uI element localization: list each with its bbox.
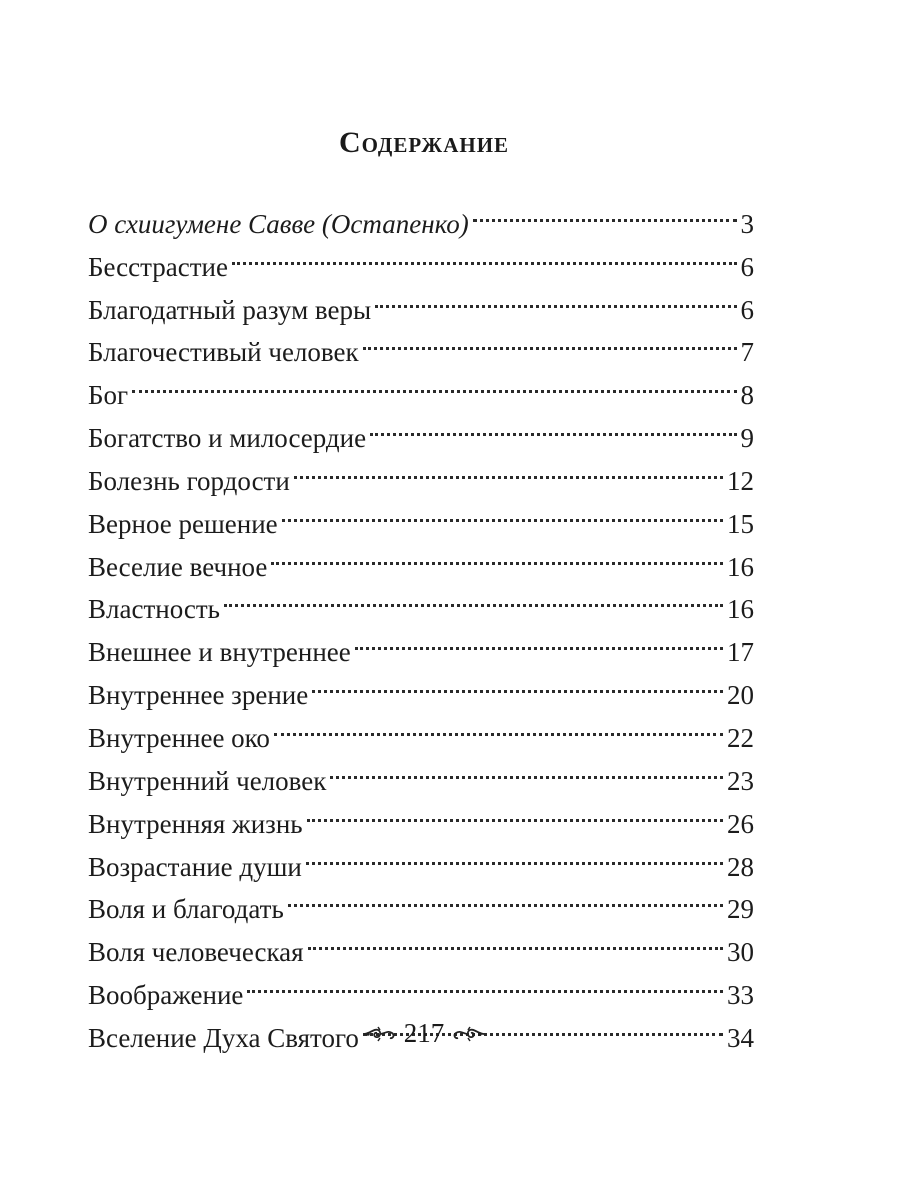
dot-leader (280, 490, 725, 533)
toc-entry-title: Воображение (88, 980, 244, 1011)
page-number: 217 (403, 1018, 445, 1048)
toc-entry-title: Благочестивый человек (88, 337, 359, 368)
toc-entry-page-number: 9 (740, 423, 754, 454)
toc-entry-page-number: 17 (727, 637, 754, 668)
toc-entry-page-number: 33 (727, 980, 754, 1011)
toc-entry (88, 190, 754, 239)
toc-entry-title: Воля человеческая (88, 937, 304, 968)
toc-entry-title: Воля и благодать (88, 894, 284, 925)
toc-entry-page-number: 6 (740, 251, 754, 282)
dot-leader (245, 961, 725, 1004)
toc-entry-page-number: 34 (727, 1022, 754, 1053)
page-title: Содержание (338, 126, 510, 159)
flourish-right-icon (452, 1024, 486, 1044)
toc-entry-title: Вселение Духа Святого (88, 1022, 359, 1053)
toc-entry-page-number: 22 (727, 722, 754, 753)
toc-entry-page-number: 15 (727, 508, 754, 539)
dot-leader (272, 704, 725, 747)
dot-leader (269, 533, 725, 576)
toc-entry-title: Возрастание души (88, 851, 302, 882)
dot-leader (373, 276, 738, 319)
toc-entry (88, 361, 754, 411)
dot-leader (230, 233, 739, 276)
toc-entry (88, 404, 754, 454)
toc-entry-title: Богатство и милосердие (88, 423, 367, 454)
dot-leader (292, 447, 725, 490)
table-of-contents (88, 190, 754, 1053)
dot-leader (305, 790, 725, 833)
dot-leader (130, 361, 738, 404)
page-footer (0, 1018, 848, 1049)
toc-entry-title: Благодатный разум веры (88, 294, 372, 325)
toc-entry-page-number: 26 (727, 808, 754, 839)
toc-entry-title: Внутренний человек (88, 765, 327, 796)
toc-entry-title: Веселие вечное (88, 551, 268, 582)
toc-entry-page-number: 12 (727, 465, 754, 496)
toc-entry-page-number: 30 (727, 937, 754, 968)
dot-leader (471, 190, 739, 233)
toc-entry-page-number: 8 (740, 380, 754, 411)
toc-entry-page-number: 7 (740, 337, 754, 368)
dot-leader (310, 661, 725, 704)
dot-leader (286, 876, 725, 919)
toc-entry-title: О схиигумене Савве (Остапенко) (88, 208, 469, 239)
toc-entry-title: Внутреннее око (88, 722, 270, 753)
dot-leader (222, 576, 725, 619)
toc-entry-page-number: 16 (727, 551, 754, 582)
dot-leader (306, 918, 725, 961)
toc-entry-page-number: 20 (727, 680, 754, 711)
flourish-left-icon (362, 1024, 396, 1044)
dot-leader (368, 404, 738, 447)
toc-entry-title: Властность (88, 594, 220, 625)
toc-entry-title: Внешнее и внутреннее (88, 637, 351, 668)
dot-leader (328, 747, 725, 790)
dot-leader (353, 618, 725, 661)
toc-entry-title: Верное решение (88, 508, 278, 539)
toc-entry-title: Внутренняя жизнь (88, 808, 303, 839)
toc-entry-page-number: 16 (727, 594, 754, 625)
toc-entry-title: Бесстрастие (88, 251, 228, 282)
toc-entry-page-number: 29 (727, 894, 754, 925)
dot-leader (361, 319, 739, 362)
toc-entry-page-number: 6 (740, 294, 754, 325)
toc-entry-title: Внутреннее зрение (88, 680, 309, 711)
dot-leader (304, 833, 725, 876)
toc-entry-page-number: 3 (740, 208, 754, 239)
toc-entry-page-number: 28 (727, 851, 754, 882)
toc-entry-title: Болезнь гордости (88, 465, 290, 496)
toc-entry-page-number: 23 (727, 765, 754, 796)
toc-entry-title: Бог (88, 380, 129, 411)
